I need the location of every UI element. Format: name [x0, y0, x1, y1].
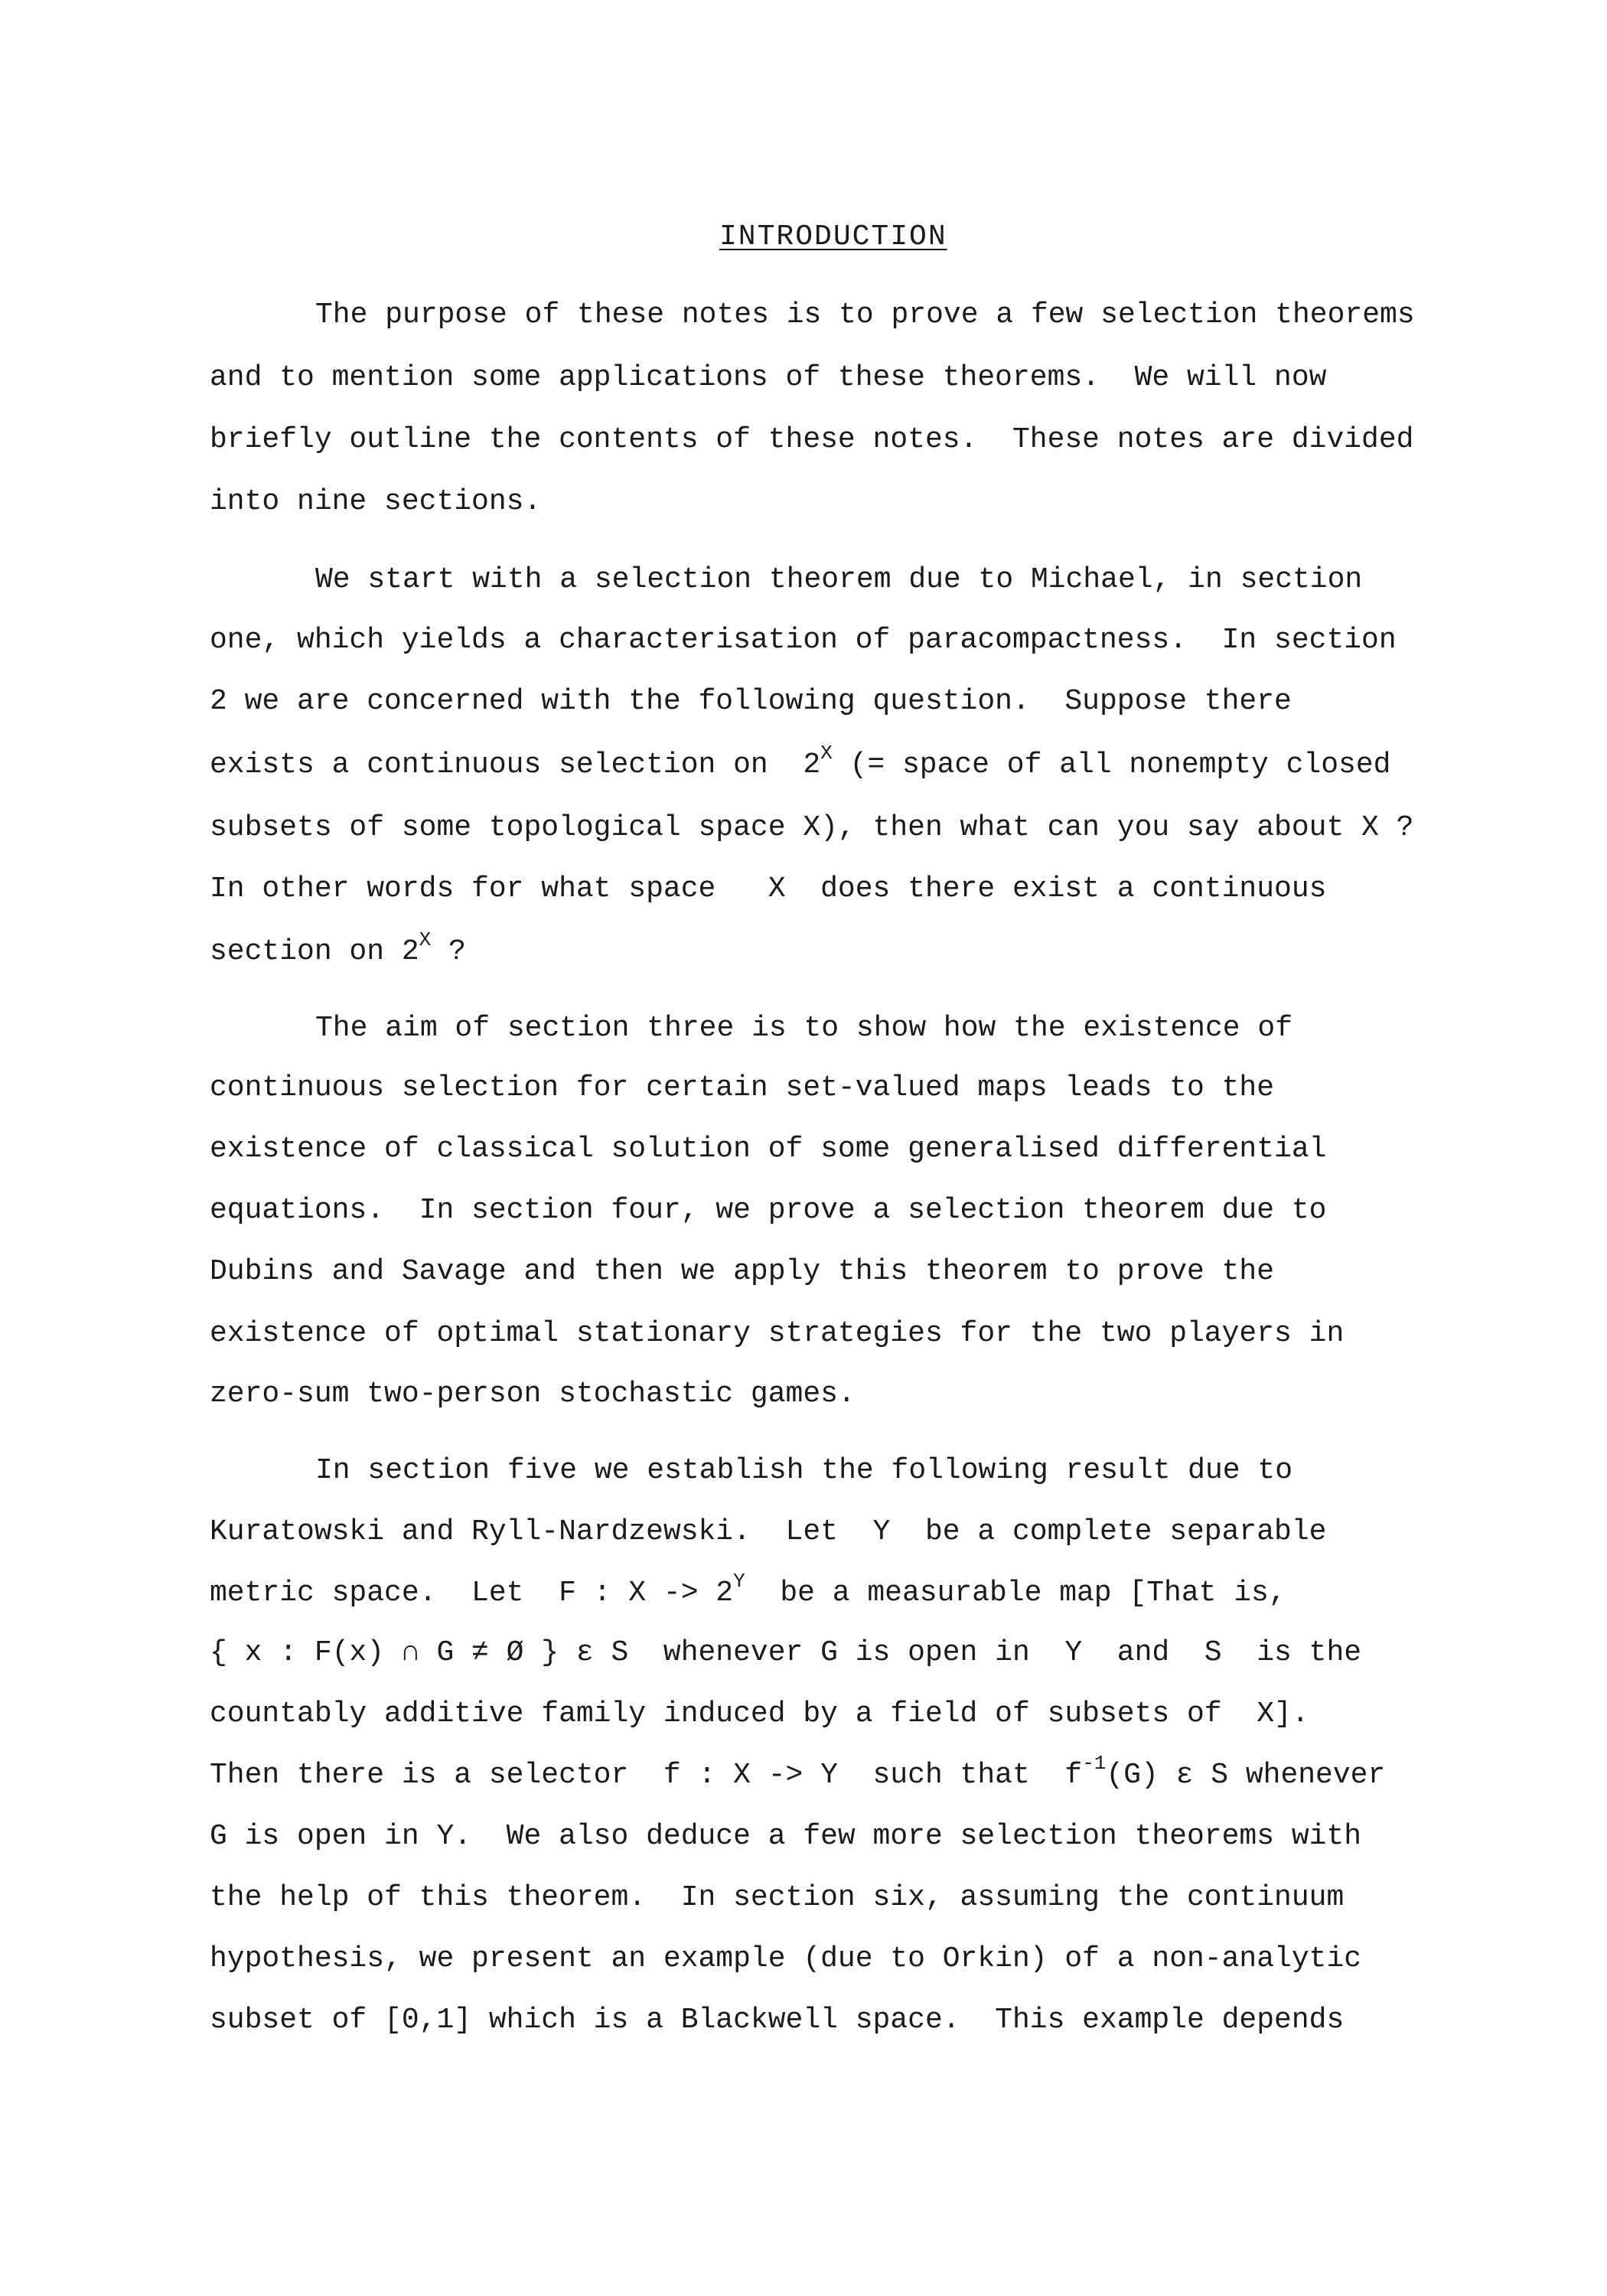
p2-line-7-text-a: section on 2: [210, 935, 419, 968]
p4-line-6-sup: -1: [1082, 1752, 1107, 1775]
p4-line-1: In section five we establish the following result due to: [315, 1454, 1293, 1487]
p2-line-7: [210, 928, 466, 969]
p3-line-6: existence of optimal stationary strategies for the two players in: [210, 1317, 1345, 1350]
p3-line-3: existence of classical solution of some generalised differential: [210, 1133, 1327, 1166]
p4-line-6: [210, 1752, 1386, 1792]
p2-line-7-sup: X: [419, 928, 432, 951]
p4-line-2: Kuratowski and Ryll-Nardzewski. Let Y be a complete separable: [210, 1515, 1327, 1548]
p2-line-3: 2 we are concerned with the following question. Suppose there: [210, 685, 1292, 718]
p4-line-8: the help of this theorem. In section six, assuming the continuum: [210, 1881, 1345, 1914]
p1-line-1: The purpose of these notes is to prove a few selection theorems: [315, 298, 1415, 331]
p2-line-6: In other words for what space X does there exist a continuous: [210, 872, 1327, 905]
p4-line-10: subset of [0,1] which is a Blackwell space. This example depends: [210, 2004, 1345, 2037]
p1-line-4: into nine sections.: [210, 485, 542, 518]
p2-line-5: subsets of some topological space X), then what can you say about X ?: [210, 811, 1414, 844]
p4-line-7: G is open in Y. We also deduce a few more selection theorems with: [210, 1820, 1362, 1853]
p4-line-6-text-b: (G) ε S whenever: [1106, 1759, 1386, 1792]
p3-line-7: zero-sum two-person stochastic games.: [210, 1378, 856, 1411]
p3-line-4: equations. In section four, we prove a selection theorem due to: [210, 1194, 1327, 1227]
page-title: INTRODUCTION: [719, 220, 947, 253]
p2-line-2: one, which yields a characterisation of paracompactness. In section: [210, 624, 1397, 657]
p2-line-4: [210, 742, 1391, 782]
p2-line-7-text-b: ?: [431, 935, 466, 968]
p4-line-5: countably additive family induced by a field of subsets of X].: [210, 1698, 1309, 1730]
p4-line-6-text-a: Then there is a selector f : X -> Y such that f: [210, 1759, 1083, 1792]
p1-line-2: and to mention some applications of these theorems. We will now: [210, 361, 1327, 394]
p4-line-3-text-b: be a measurable map [That is,: [745, 1577, 1286, 1609]
p4-line-4: { x : F(x) ∩ G ≠ Ø } ε S whenever G is open in Y and S is the: [210, 1636, 1362, 1669]
p2-line-1: We start with a selection theorem due to Michael, in section: [315, 563, 1363, 596]
p1-line-3: briefly outline the contents of these notes. These notes are divided: [210, 423, 1414, 456]
p3-line-1: The aim of section three is to show how the existence of: [315, 1012, 1293, 1045]
p2-line-4-text-a: exists a continuous selection on 2: [210, 748, 821, 781]
p3-line-2: continuous selection for certain set-valued maps leads to the: [210, 1071, 1275, 1104]
p2-line-4-text-b: (= space of all nonempty closed: [832, 748, 1391, 781]
p4-line-3-sup: Y: [733, 1570, 745, 1593]
p4-line-3: [210, 1570, 1286, 1610]
p4-line-9: hypothesis, we present an example (due to Orkin) of a non-analytic: [210, 1942, 1362, 1975]
p2-line-4-sup: X: [820, 742, 833, 765]
p4-line-3-text-a: metric space. Let F : X -> 2: [210, 1577, 734, 1609]
p3-line-5: Dubins and Savage and then we apply this theorem to prove the: [210, 1255, 1275, 1288]
